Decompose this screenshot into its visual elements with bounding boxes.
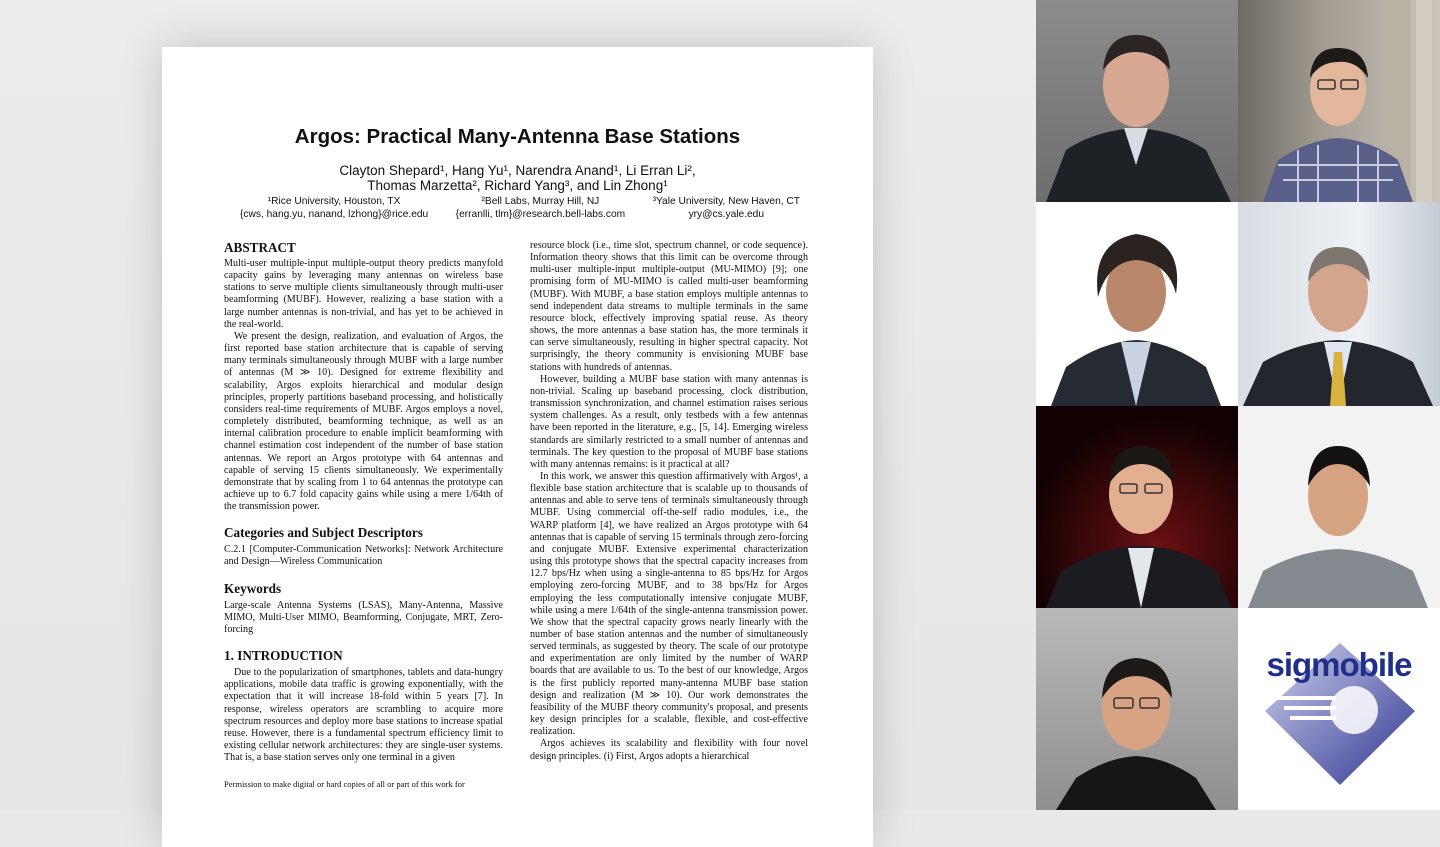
- body-paragraph-4: Argos achieves its scalability and flexibility with four novel design principles. (i) First, Argos adopts a hierarchical: [530, 738, 808, 762]
- permission-note: Permission to make digital or hard copies of all or part of this work for: [224, 779, 465, 790]
- paper-title: Argos: Practical Many-Antenna Base Stations: [294, 125, 741, 148]
- keywords-heading: Keywords: [224, 580, 282, 596]
- body-paragraph-1: resource block (i.e., time slot, spectrum channel, or code sequence). Information theory shows that this limit can be overcome through multi-user multiple-input multiple-output (MU-MIMO) [9]; one promising form of MU-MIMO is called multi-user beamforming (MUBF). With MUBF, a base station employs multiple antennas to send independent data streams to multiple terminals in the same resource block, effectively improving spatial reuse. As theory shows, the more antennas a base station has, the more terminals it can serve simultaneously, resulting in higher spectral capacity. Not surprisingly, the theory community is envisioning MUBF base stations with hundreds of antennas.: [530, 240, 808, 373]
- person-silhouette-icon: [1238, 0, 1440, 202]
- affiliation-email: {erranlli, tlm}@research.bell-labs.com: [455, 208, 626, 220]
- author-photo-7: [1036, 608, 1238, 810]
- person-silhouette-icon: [1036, 202, 1238, 406]
- affiliation-1: [240, 196, 428, 221]
- paper-page: [162, 47, 873, 847]
- author-photo-4: [1238, 202, 1440, 406]
- affiliation-name: ¹Rice University, Houston, TX: [267, 196, 401, 207]
- author-photo-5: [1036, 406, 1238, 608]
- affiliation-name: ³Yale University, New Haven, CT: [652, 196, 800, 207]
- affiliation-name: ²Bell Labs, Murray Hill, NJ: [481, 196, 600, 207]
- abstract-heading: ABSTRACT: [224, 240, 296, 255]
- person-silhouette-icon: [1036, 0, 1238, 202]
- author-photo-6: [1238, 406, 1440, 608]
- person-silhouette-icon: [1238, 202, 1440, 406]
- affiliation-email: {cws, hang.yu, nanand, lzhong}@rice.edu: [240, 208, 429, 220]
- introduction-paragraph-1: Due to the popularization of smartphones, tablets and data-hungry applications, mobile data traffic is growing exponentially, with the expectation that it will increase 18-fold within 5 years [7]. In response, wireless operators are scrambling to acquire more spectrum resources and deploy more base stations to increase spatial reuse. However, there is a fundamental spectrum efficiency limit to existing cellular network architectures: they are single-user systems. That is, a base station serves only one terminal in a given: [224, 667, 503, 764]
- left-column: [224, 240, 503, 790]
- diamond-logo-icon: [1238, 608, 1440, 810]
- paper-authors: [162, 163, 873, 193]
- categories-text: C.2.1 [Computer-Communication Networks]: Network Architecture and Design—Wireless Communication: [224, 544, 503, 568]
- authors-line-2: Thomas Marzetta², Richard Yang³, and Lin Zhong¹: [367, 178, 668, 193]
- authors-line-1: Clayton Shepard¹, Hang Yu¹, Narendra Anand¹, Li Erran Li²,: [339, 163, 696, 178]
- author-photo-2: [1238, 0, 1440, 202]
- right-column: [530, 240, 808, 763]
- body-paragraph-2: However, building a MUBF base station with many antennas is non-trivial. Scaling up baseband processing, clock distribution, transmission synchronization, and channel estimation raises serious system challenges. As a result, only testbeds with a few antennas have been reported in the literature, e.g., [5, 14]. Emerging wireless standards are similarly restricted to a small number of antennas and terminals. The key question to the proposal of MUBF base stations with many antennas remains: is it practical at all?: [530, 373, 808, 470]
- person-silhouette-icon: [1036, 608, 1238, 810]
- logo-text: sigmobile: [1266, 646, 1412, 683]
- author-photo-1: [1036, 0, 1238, 202]
- categories-heading: Categories and Subject Descriptors: [224, 525, 423, 541]
- affiliation-3: [653, 196, 800, 221]
- affiliation-email: yry@cs.yale.edu: [688, 208, 765, 220]
- sigmobile-logo: [1238, 608, 1440, 810]
- person-silhouette-icon: [1036, 406, 1238, 608]
- author-photo-grid: [1036, 0, 1440, 810]
- abstract-paragraph-1: Multi-user multiple-input multiple-output theory predicts manyfold capacity gains by leveraging many antennas on wireless base stations to serve multiple clients simultaneously through multi-user beamforming (MUBF). However, realizing a base station with a large number antennas is non-trivial, and has yet to be achieved in the real-world.: [224, 258, 503, 330]
- person-silhouette-icon: [1238, 406, 1440, 608]
- introduction-heading: 1. INTRODUCTION: [224, 648, 343, 664]
- affiliation-2: [456, 196, 625, 221]
- keywords-text: Large-scale Antenna Systems (LSAS), Many-Antenna, Massive MIMO, Multi-User MIMO, Beamforming, Conjugate, MRT, Zero-forcing: [224, 599, 503, 635]
- abstract-paragraph-2: We present the design, realization, and evaluation of Argos, the first reported base station architecture that is capable of serving many terminals simultaneously through MUBF with a large number of antennas (M ≫ 10). Designed for extreme flexibility and scalability, Argos exploits hierarchical and modular design principles, properly partitions baseband processing, and holistically considers real-time requirements of MUBF. Argos employs a novel, completely distributed, beamforming technique, as well as an internal calibration procedure to enable implicit beamforming with channel estimation cost independent of the number of base station antennas. We report an Argos prototype with 64 antennas and capable of serving 15 clients simultaneously. We experimentally demonstrate that by scaling from 1 to 64 antennas the prototype can achieve up to 6.7 fold capacity gains while using a mere 1/64th of the transmission power.: [224, 330, 503, 513]
- body-paragraph-3: In this work, we answer this question affirmatively with Argos¹, a flexible base station architecture that is scalable up to thousands of antennas and able to serve tens of terminals simultaneously through MUBF. Using commercial off-the-self radio modules, i.e., the WARP platform [4], we have realized an Argos prototype with 64 antennas that is capable of serving 15 terminals through zero-forcing and conjugate MUBF. Extensive experimental characterization using this prototype shows that the spectral capacity increases from 12.7 bps/Hz when using a single-antenna to 85 bps/Hz for Argos employing zero-forcing MUBF, and to 38 bps/Hz for Argos employing the less computationally intensive conjugate MUBF, while using a mere 1/64th of the single-antenna transmission power. We show that the spectral capacity grows nearly linearly with the number of base station antennas and the number of simultaneously served terminals, as suggested by theory. The scale of our prototype and experimentation are only limited by the number of WARP boards that are available to us. To the best of our knowledge, Argos is the first publicly reported many-antenna MUBF base station design and realization (M ≫ 10). Our work demonstrates the feasibility of the MUBF theory community's proposal, and presents key design principles for a scalable, flexible, and cost-effective realization.: [530, 470, 808, 738]
- author-photo-3: [1036, 202, 1238, 406]
- affiliations: [240, 196, 800, 221]
